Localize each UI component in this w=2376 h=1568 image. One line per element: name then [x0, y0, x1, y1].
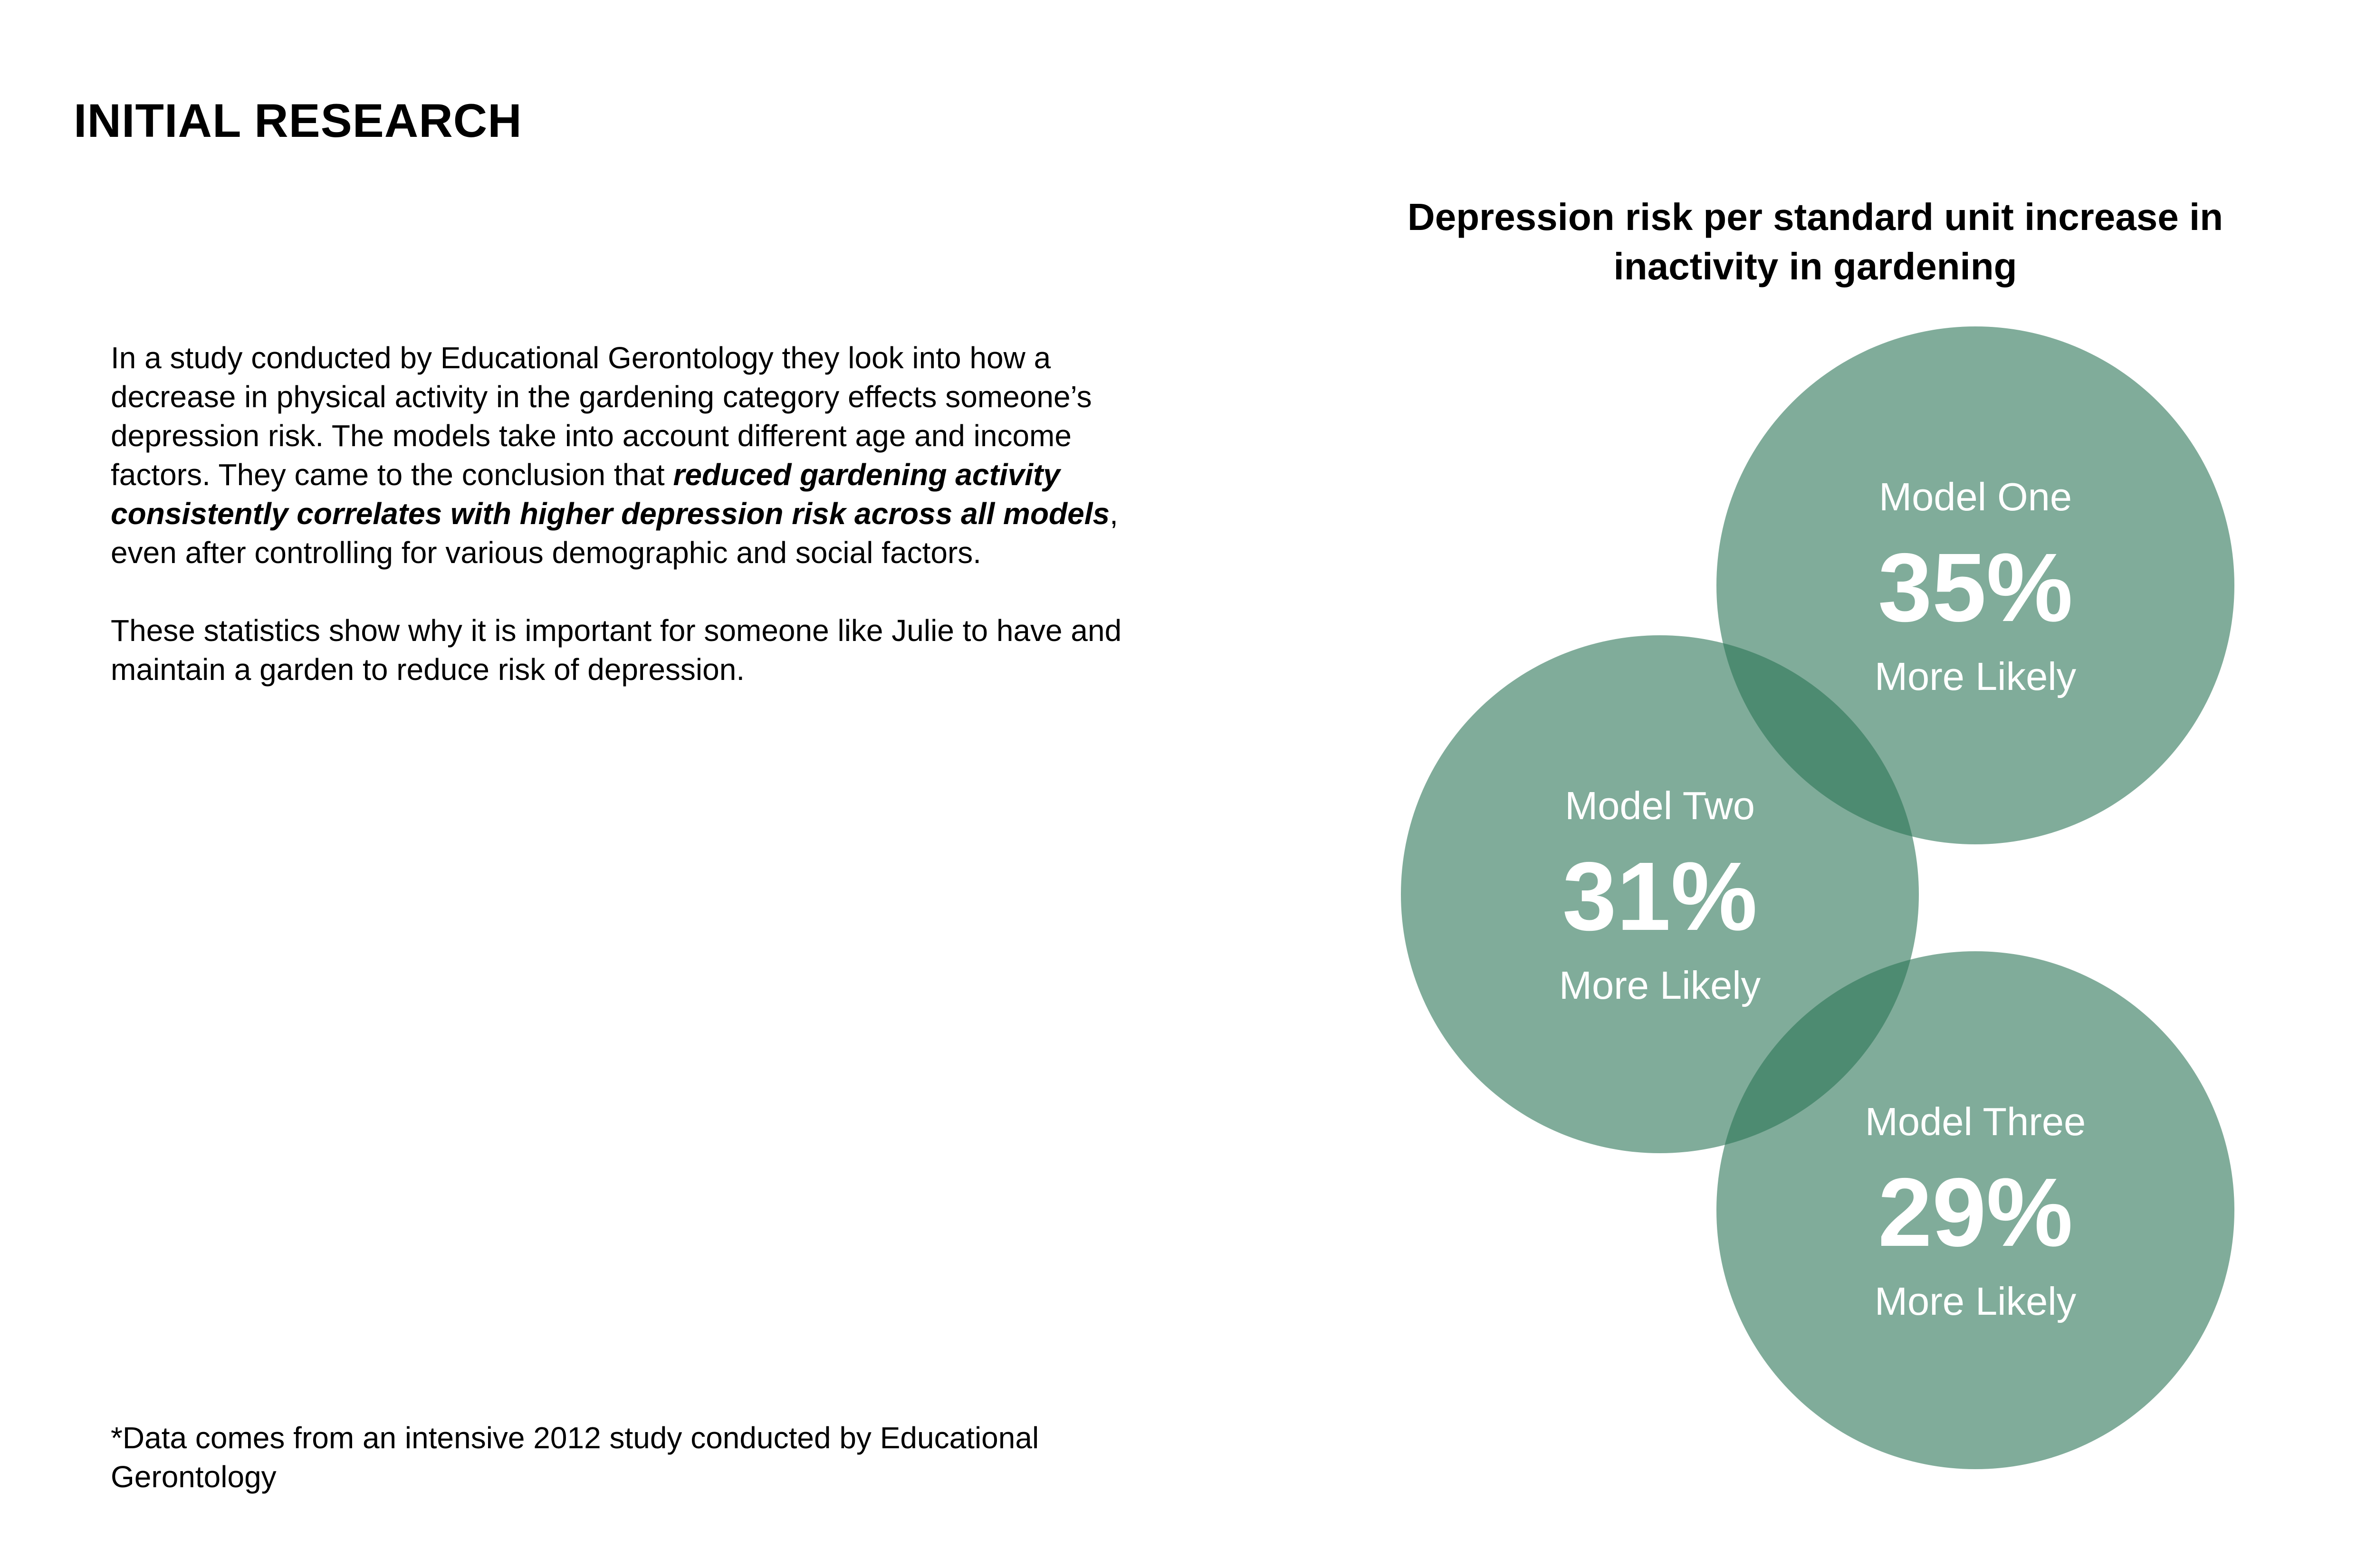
bubble-label-model-two: Model Two: [1565, 784, 1755, 828]
bubble-sublabel-model-three: More Likely: [1874, 1279, 2077, 1323]
bubble-label-model-one: Model One: [1878, 475, 2072, 519]
page-title: INITIAL RESEARCH: [74, 94, 522, 147]
bubble-value-model-two: 31%: [1562, 842, 1758, 951]
conclusion-paragraph: These statistics show why it is important for someone like Julie to have and maintain a garden to reduce risk of depression.: [111, 613, 1122, 687]
bubble-sublabel-model-one: More Likely: [1874, 654, 2077, 698]
bubble-value-model-three: 29%: [1878, 1158, 2073, 1267]
intro-paragraph-start: In a study conducted by Educational Gerontology they look into how a decrease in physical activity in the gardening category effects someone’s depression risk. The models take into account different age and income factors. They came to the conclusion that: [111, 341, 1092, 492]
bubble-sublabel-model-two: More Likely: [1559, 963, 1761, 1007]
data-source-footnote: *Data comes from an intensive 2012 study conducted by Educational Gerontology: [111, 1421, 1039, 1494]
chart-title: Depression risk per standard unit increase in inactivity in gardening: [1407, 196, 2223, 287]
intro-paragraph-end: , even after controlling for various demographic and social factors.: [111, 497, 1118, 570]
key-finding-emphasis: reduced gardening activity consistently correlates with higher depression risk across all models: [111, 458, 1110, 531]
bubble-label-model-three: Model Three: [1865, 1100, 2086, 1144]
bubble-value-model-one: 35%: [1878, 533, 2073, 642]
